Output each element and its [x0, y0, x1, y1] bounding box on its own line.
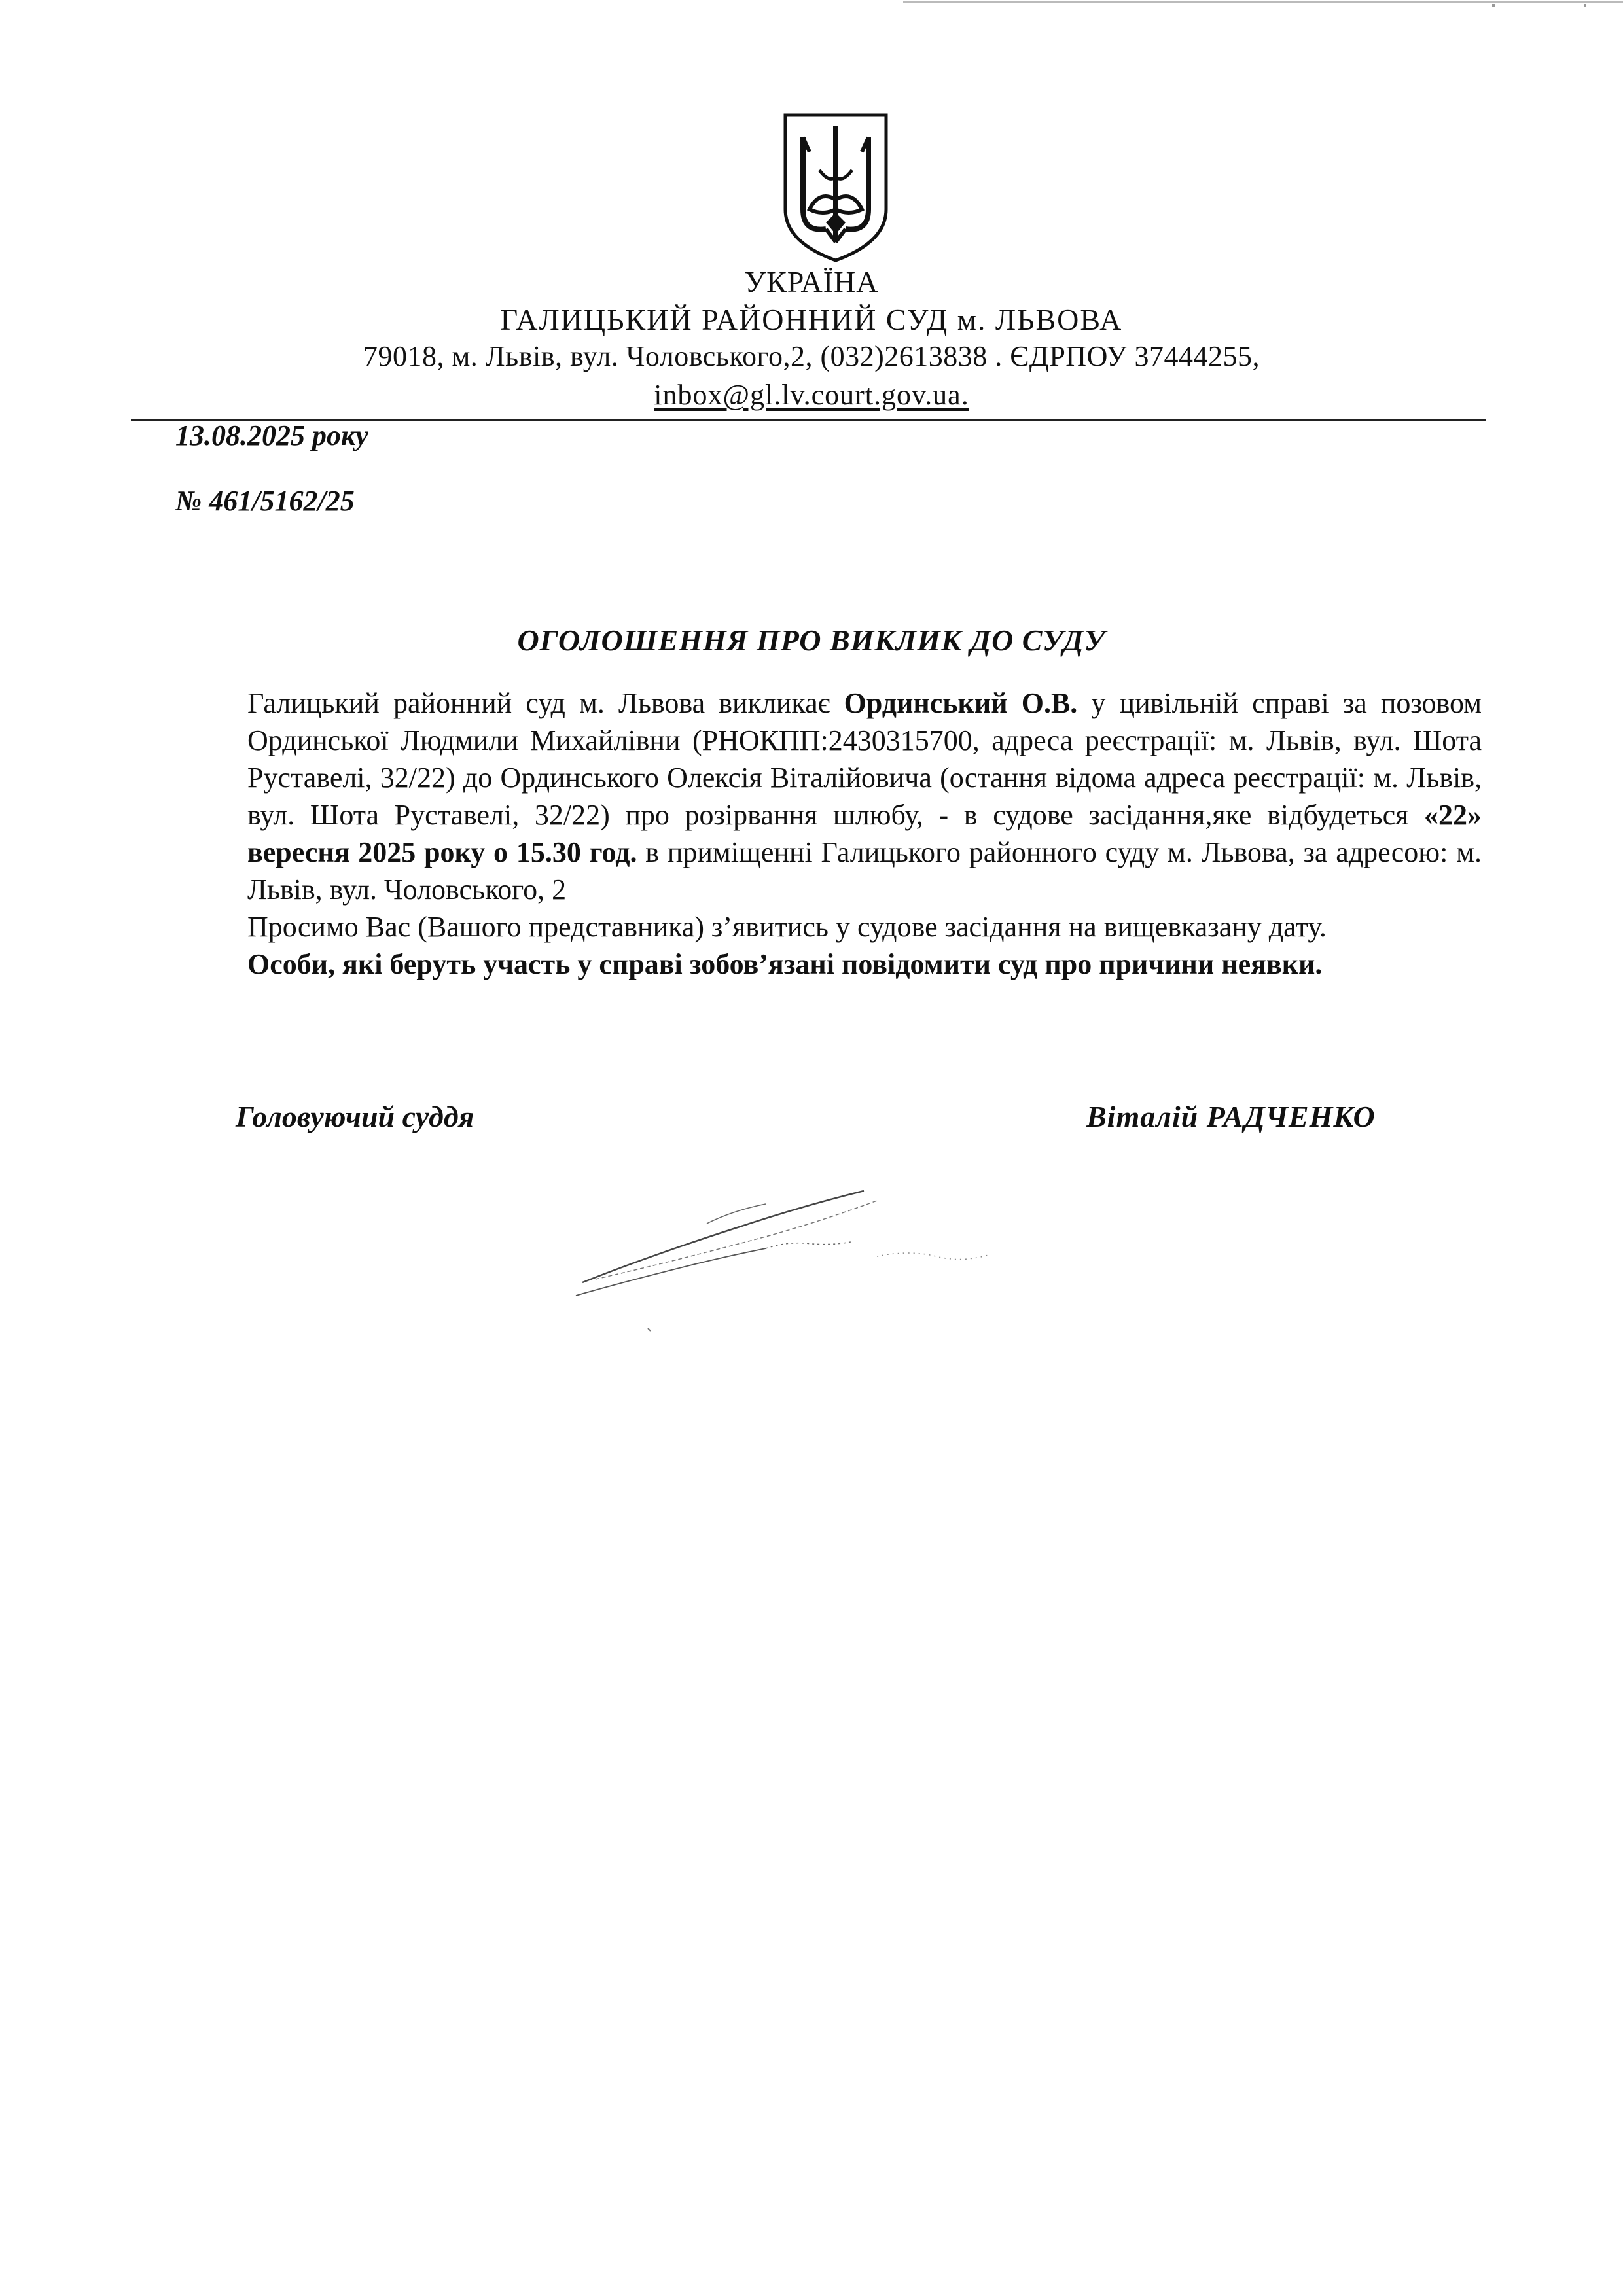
document-title: ОГОЛОШЕННЯ ПРО ВИКЛИК ДО СУДУ	[517, 624, 1106, 657]
header-email-link[interactable]: inbox@gl.lv.court.gov.ua.	[654, 379, 969, 411]
scan-speck	[1584, 4, 1586, 7]
body-text-segment: в приміщенні Галицького районного суду м. Львова, за адресою: м. Львів, вул. Чоловського, 2	[247, 836, 1482, 906]
signature-name: Віталій РАДЧЕНКО	[1086, 1100, 1376, 1133]
notice-paragraph: Особи, які беруть участь у справі зобов’язані повідомити суд про причини неявки.	[247, 948, 1323, 980]
document-date: 13.08.2025 року	[175, 419, 368, 451]
case-number: № 461/5162/25	[175, 485, 355, 517]
scan-speck	[1492, 4, 1495, 7]
signature-role: Головуючий суддя	[236, 1100, 474, 1133]
handwritten-signature-icon	[569, 1165, 1041, 1348]
body-text-segment: Галицький районний суд м. Львова викликає	[247, 687, 844, 719]
trident-emblem-icon	[780, 111, 891, 263]
header-address: 79018, м. Львів, вул. Чоловського,2, (032)2613838 . ЄДРПОУ 37444255,	[363, 340, 1260, 372]
main-paragraph	[247, 684, 1482, 908]
header-country: УКРАЇНА	[744, 265, 879, 298]
request-paragraph: Просимо Вас (Вашого представника) з’явитись у судове засідання на вищевказану дату.	[247, 911, 1327, 943]
document-body	[247, 684, 1482, 983]
header-court-name: ГАЛИЦЬКИЙ РАЙОННИЙ СУД м. ЛЬВОВА	[500, 303, 1123, 336]
scan-edge-line	[903, 1, 1623, 3]
header-email-row	[0, 381, 1623, 410]
hearing-datetime: «22» вересня 2025 року о 15.30 год.	[247, 799, 1482, 868]
summoned-person: Ординський О.В.	[844, 687, 1078, 719]
body-text-segment: у цивільній справі за позовом Ординської Людмили Михайлівни (РНОКПП:2430315700, адреса реєстрації: м. Львів, вул. Шота Руставелі, 32/22) до Ординського Олексія Віталійовича (остання відома адреса реєстрації: м. Львів, вул. Шота Руставелі, 32/22) про розірвання шлюбу, - в судове засідання,яке відбудеться	[247, 687, 1482, 831]
